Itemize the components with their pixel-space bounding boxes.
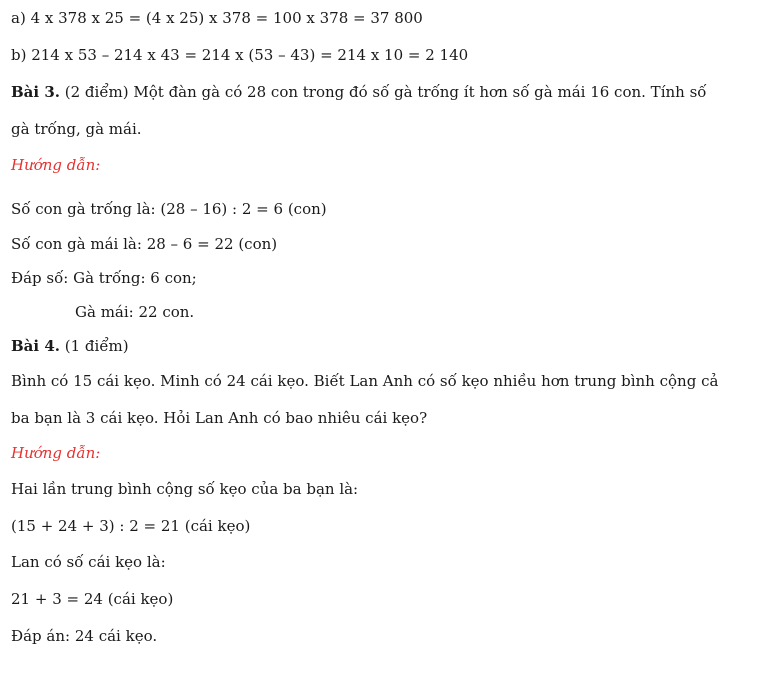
bai4-answer: Đáp án: 24 cái kẹo. [11,627,158,645]
bai3-label: Bài 3. [11,83,60,101]
bai3-guide-label: Hướng dẫn: [11,156,101,174]
bai3-step1: Số con gà trống là: (28 – 16) : 2 = 6 (con) [11,200,327,218]
bai3-text-line1: (2 điểm) Một đàn gà có 28 con trong đó số gà trống ít hơn số gà mái 16 con. Tính số [59,83,707,101]
bai4-question-line2: ba bạn là 3 cái kẹo. Hỏi Lan Anh có bao nhiêu cái kẹo? [11,409,428,427]
bai3-answer-line2: Gà mái: 22 con. [75,303,195,321]
bai4-step2: (15 + 24 + 3) : 2 = 21 (cái kẹo) [11,517,251,535]
bai4-points: (1 điểm) [59,337,129,355]
part-b-line: b) 214 x 53 – 214 x 43 = 214 x (53 – 43) = 214 x 10 = 2 140 [11,46,469,64]
bai4-guide-label: Hướng dẫn: [11,444,101,462]
bai4-step4: 21 + 3 = 24 (cái kẹo) [11,590,174,608]
bai4-label: Bài 4. [11,337,60,355]
part-a-line: a) 4 x 378 x 25 = (4 x 25) x 378 = 100 x 378 = 37 800 [11,9,423,27]
bai3-step2: Số con gà mái là: 28 – 6 = 22 (con) [11,235,278,253]
bai3-question-line2: gà trống, gà mái. [11,120,142,138]
bai3-answer-line1: Đáp số: Gà trống: 6 con; [11,269,197,287]
bai4-step3: Lan có số cái kẹo là: [11,553,166,571]
bai3-question-line1 [11,82,706,102]
bai4-heading [11,336,129,356]
bai4-step1: Hai lần trung bình cộng số kẹo của ba bạn là: [11,480,359,498]
bai4-question-line1: Bình có 15 cái kẹo. Minh có 24 cái kẹo. Biết Lan Anh có số kẹo nhiều hơn trung bình cộng cả [11,372,719,390]
